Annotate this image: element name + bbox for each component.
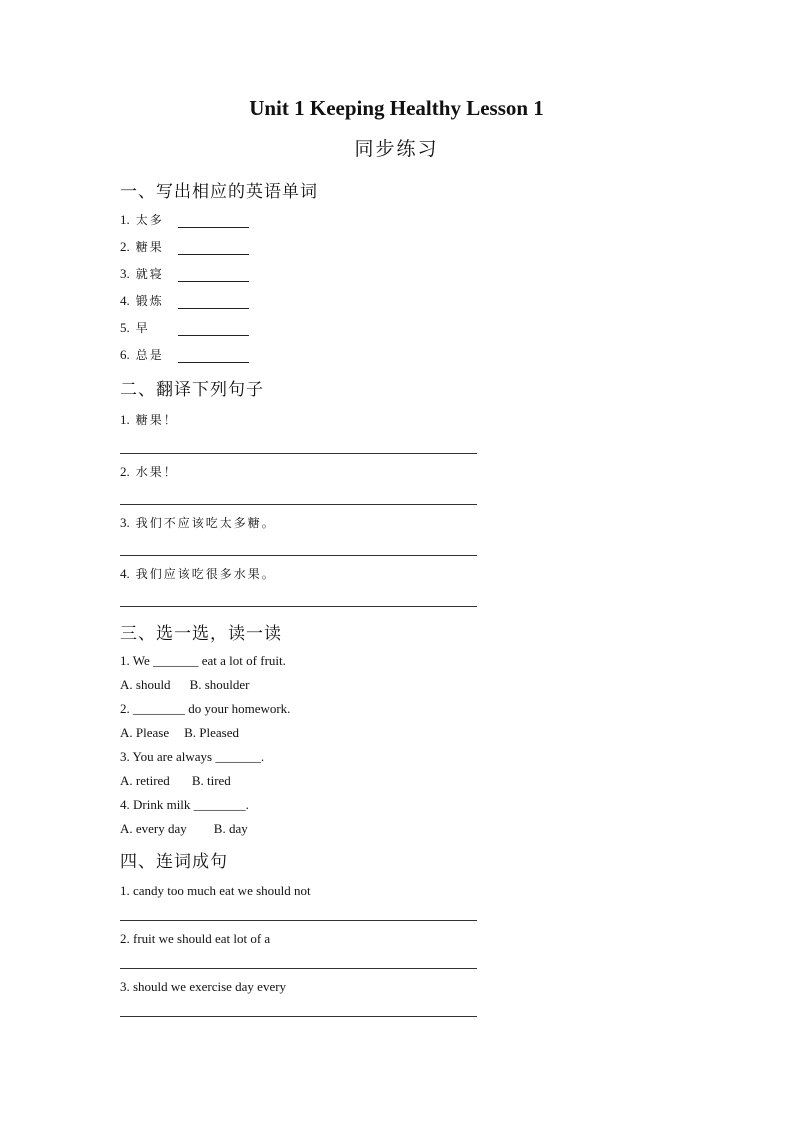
answer-line[interactable] bbox=[120, 968, 477, 969]
option-b[interactable]: B. Pleased bbox=[184, 725, 239, 740]
translate-item: 3. 我们不应该吃太多糖。 bbox=[120, 515, 276, 530]
answer-line[interactable] bbox=[120, 1016, 477, 1017]
answer-blank[interactable] bbox=[178, 281, 249, 282]
option-b[interactable]: B. shoulder bbox=[189, 677, 250, 692]
choice-question: 1. We _______ eat a lot of fruit. bbox=[120, 653, 286, 668]
answer-line[interactable] bbox=[120, 453, 477, 454]
answer-blank[interactable] bbox=[178, 335, 249, 336]
option-a[interactable]: A. Please bbox=[120, 725, 170, 740]
option-b[interactable]: B. tired bbox=[191, 773, 231, 788]
answer-blank[interactable] bbox=[178, 308, 249, 309]
vocab-item: 3. 就寝 bbox=[120, 266, 164, 281]
option-a[interactable]: A. every day bbox=[120, 821, 187, 836]
choice-question: 3. You are always _______. bbox=[120, 749, 265, 764]
choice-options bbox=[120, 821, 248, 837]
section4-heading: 四、连词成句 bbox=[120, 852, 228, 872]
answer-line[interactable] bbox=[120, 606, 477, 607]
answer-line[interactable] bbox=[120, 555, 477, 556]
section1-heading: 一、写出相应的英语单词 bbox=[120, 182, 318, 202]
reorder-item: 2. fruit we should eat lot of a bbox=[120, 931, 271, 946]
option-a[interactable]: A. should bbox=[120, 677, 171, 692]
option-a[interactable]: A. retired bbox=[120, 773, 170, 788]
answer-line[interactable] bbox=[120, 920, 477, 921]
translate-item: 1. 糖果！ bbox=[120, 412, 178, 427]
vocab-item: 6. 总是 bbox=[120, 347, 164, 362]
vocab-item: 5. 早 bbox=[120, 320, 150, 335]
answer-blank[interactable] bbox=[178, 254, 249, 255]
choice-options bbox=[120, 677, 250, 693]
choice-options bbox=[120, 725, 239, 741]
vocab-item: 1. 太多 bbox=[120, 212, 164, 227]
translate-item: 4. 我们应该吃很多水果。 bbox=[120, 566, 276, 581]
vocab-item: 2. 糖果 bbox=[120, 239, 164, 254]
answer-blank[interactable] bbox=[178, 362, 249, 363]
section3-heading: 三、选一选，读一读 bbox=[120, 624, 282, 644]
answer-line[interactable] bbox=[120, 504, 477, 505]
choice-question: 4. Drink milk ________. bbox=[120, 797, 249, 812]
answer-blank[interactable] bbox=[178, 227, 249, 228]
reorder-item: 3. should we exercise day every bbox=[120, 979, 287, 994]
choice-question: 2. ________ do your homework. bbox=[120, 701, 291, 716]
option-b[interactable]: B. day bbox=[213, 821, 248, 836]
vocab-item: 4. 锻炼 bbox=[120, 293, 164, 308]
choice-options bbox=[120, 773, 231, 789]
translate-item: 2. 水果！ bbox=[120, 464, 178, 479]
page-title: Unit 1 Keeping Healthy Lesson 1 bbox=[249, 96, 544, 120]
reorder-item: 1. candy too much eat we should not bbox=[120, 883, 311, 898]
page-subtitle: 同步练习 bbox=[354, 138, 439, 160]
section2-heading: 二、翻译下列句子 bbox=[120, 380, 264, 400]
